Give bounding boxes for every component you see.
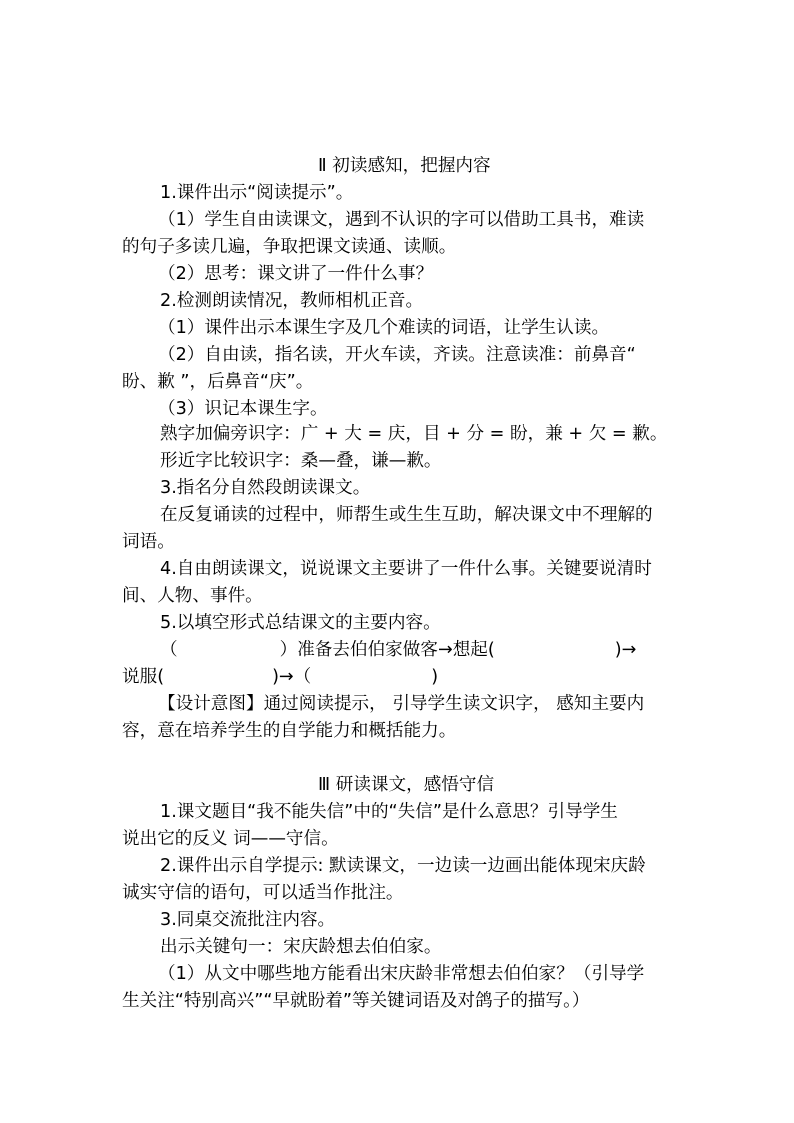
- question-1-line2: 说出它的反义 词——守信。: [122, 829, 339, 849]
- fill-blank-end: ): [431, 667, 439, 687]
- section-2-heading: Ⅱ 初读感知，把握内容: [318, 156, 491, 176]
- key-sentence-1-q1-line1: （1）从文中哪些地方能看出宋庆龄非常想去伯伯家？（引导学: [158, 964, 645, 984]
- step-2: 2.检测朗读情况，教师相机正音。: [160, 291, 424, 311]
- section-3-heading: Ⅲ 研读课文，感悟守信: [318, 775, 495, 795]
- step-2-3: （3）识记本课生字。: [158, 399, 328, 419]
- step-1-1-line2: 的句子多读几遍，争取把课文读通、读顺。: [122, 237, 457, 257]
- step-2-2-line2: 盼、歉 ”，后鼻音“庆”。: [122, 372, 314, 392]
- question-2-line2: 诚实守信的语句，可以适当作批注。: [122, 883, 404, 903]
- question-2-line1: 2.课件出示自学提示: 默读课文，一边读一边画出能体现宋庆龄: [160, 856, 646, 876]
- question-3: 3.同桌交流批注内容。: [160, 910, 336, 930]
- fill-in-line-1: [160, 640, 680, 660]
- step-1: 1.课件出示“阅读提示”。: [160, 183, 354, 203]
- fill-blank-mid: )→（: [272, 667, 312, 687]
- fill-blank-text: ）准备去伯伯家做客→想起(: [279, 640, 495, 660]
- step-3: 3.指名分自然段朗读课文。: [160, 478, 371, 498]
- fill-blank-open: （: [160, 640, 178, 660]
- fill-blank-arrow: )→: [614, 640, 637, 660]
- step-2-2-line1: （2）自由读，指名读，开火车读，齐读。注意读准：前鼻音“: [158, 345, 636, 365]
- step-4-line2: 间、人物、事件。: [122, 586, 263, 606]
- step-5: 5.以填空形式总结课文的主要内容。: [160, 613, 441, 633]
- step-2-3-radicals: 熟字加偏旁识字：广 + 大 = 庆，目 + 分 = 盼，兼 + 欠 = 歉。: [160, 424, 668, 444]
- question-1-line1: 1.课文题目“我不能失信”中的“失信”是什么意思？引导学生: [160, 802, 618, 822]
- key-sentence-1: 出示关键句一：宋庆龄想去伯伯家。: [160, 937, 442, 957]
- step-4-line1: 4.自由朗读课文，说说课文主要讲了一件什么事。关键要说清时: [160, 559, 652, 579]
- fill-in-line-2: [122, 667, 682, 687]
- step-1-1-line1: （1）学生自由读课文，遇到不认识的字可以借助工具书，难读: [158, 210, 645, 230]
- design-intent-line2: 容，意在培养学生的自学能力和概括能力。: [122, 721, 457, 741]
- step-2-3-similar: 形近字比较识字：桑—叠，谦—歉。: [160, 451, 442, 471]
- fill-blank-start: 说服(: [122, 667, 165, 687]
- design-intent-line1: 【设计意图】通过阅读提示， 引导学生读文识字， 感知主要内: [158, 694, 645, 714]
- step-1-2: （2）思考：课文讲了一件什么事？: [158, 264, 434, 284]
- key-sentence-1-q1-line2: 生关注“特别高兴”“早就盼着”等关键词语及对鸽子的描写。）: [122, 991, 590, 1011]
- step-3-line2: 词语。: [122, 532, 175, 552]
- step-3-line1: 在反复诵读的过程中，师帮生或生生互助，解决课文中不理解的: [160, 505, 653, 525]
- step-2-1: （1）课件出示本课生字及几个难读的词语，让学生认读。: [158, 318, 610, 338]
